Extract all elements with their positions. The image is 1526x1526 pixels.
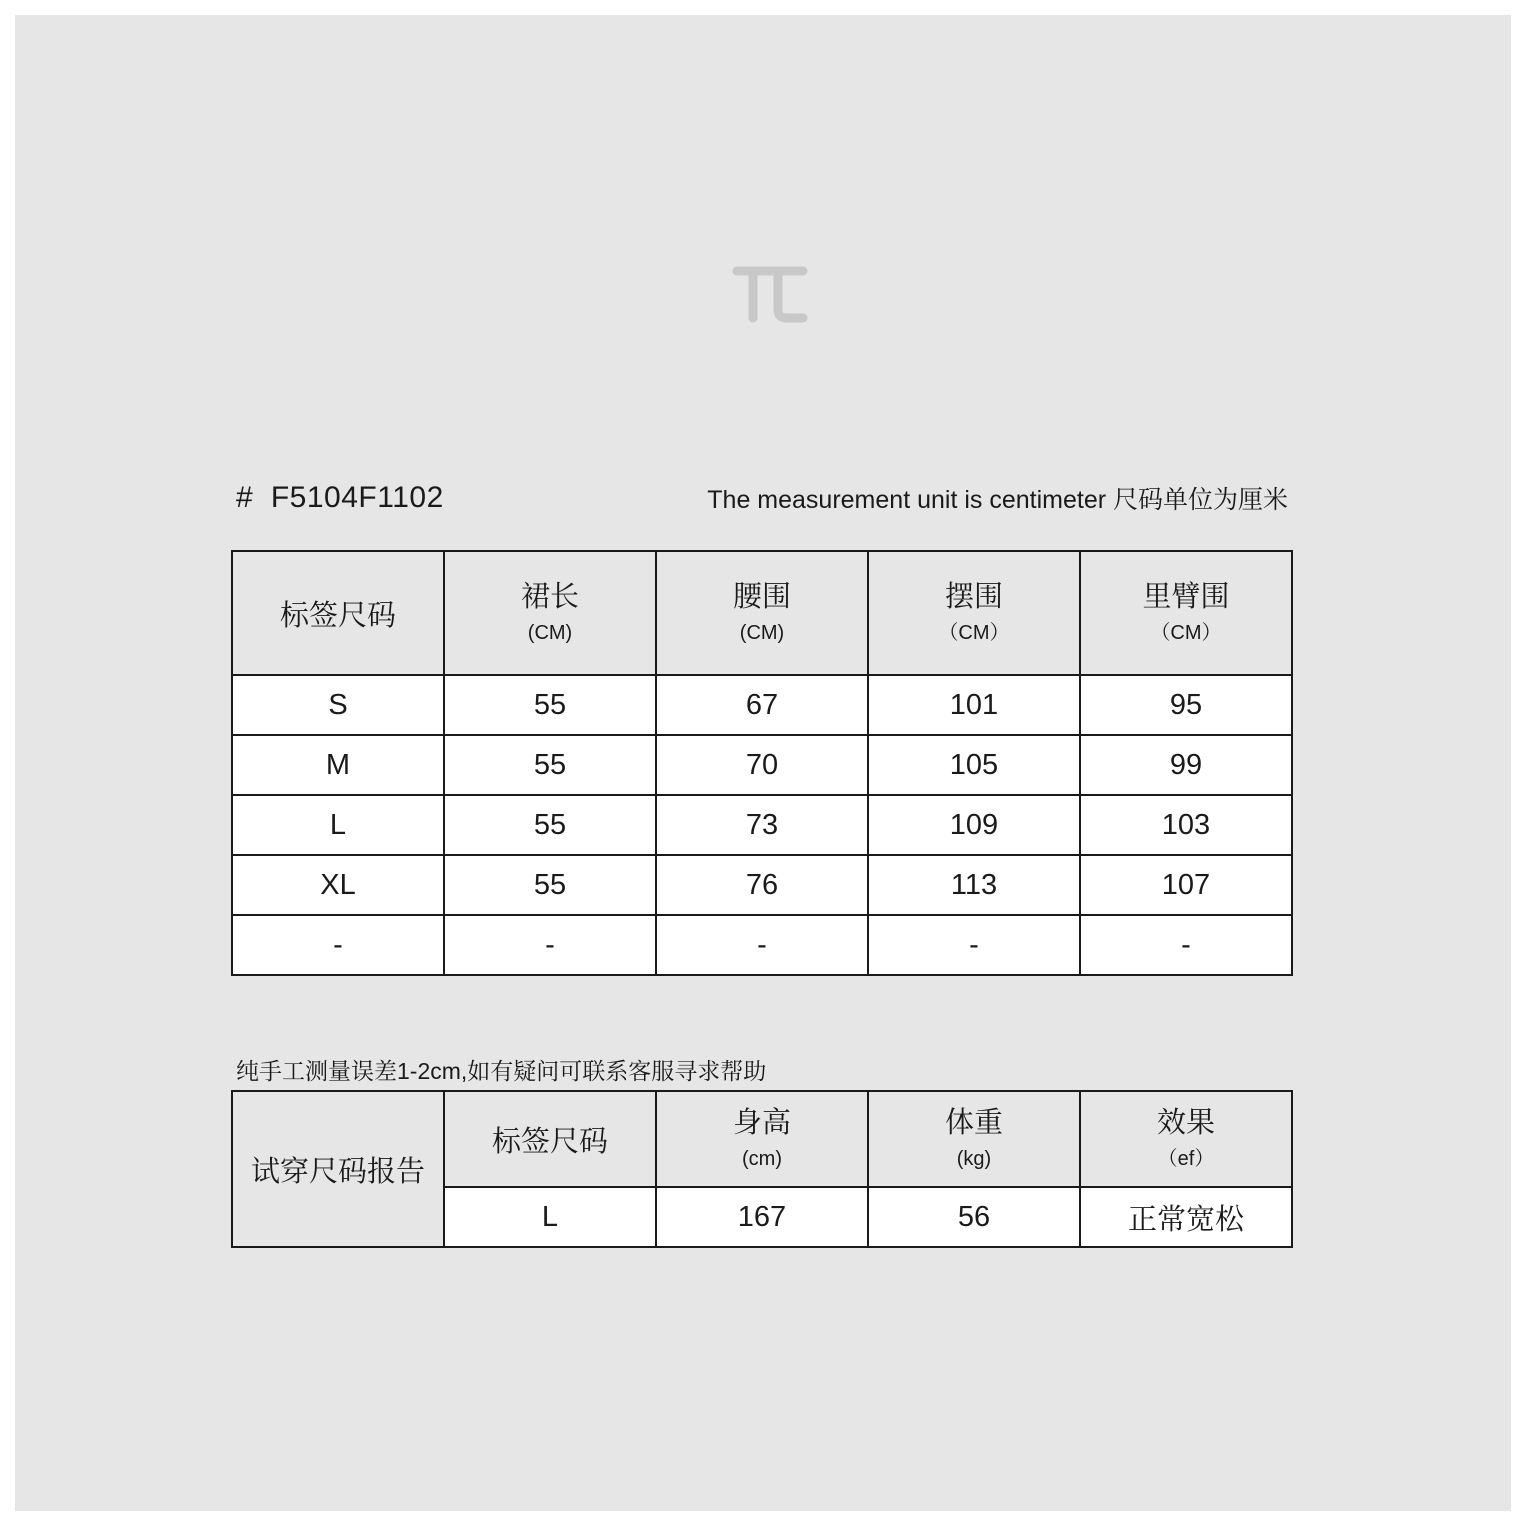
value-cell: 76 [656, 855, 868, 915]
size-cell: - [232, 915, 444, 975]
table-row [232, 795, 1292, 855]
value-cell: 103 [1080, 795, 1292, 855]
header-cell-effect [1080, 1091, 1292, 1187]
value-cell: 56 [868, 1187, 1080, 1247]
value-cell: 73 [656, 795, 868, 855]
pi-logo [731, 262, 811, 326]
header-unit: (CM) [739, 622, 785, 644]
value-cell: 70 [656, 735, 868, 795]
header-name: 效果 [1156, 1107, 1215, 1139]
header-row [236, 478, 1288, 518]
value-cell: 95 [1080, 675, 1292, 735]
header-name: 体重 [944, 1107, 1003, 1139]
size-cell: L [232, 795, 444, 855]
header-name: 腰围 [732, 581, 791, 613]
value-cell: - [444, 915, 656, 975]
value-cell: 109 [868, 795, 1080, 855]
size-cell: M [232, 735, 444, 795]
header-unit: (kg) [956, 1148, 992, 1170]
value-cell: 107 [1080, 855, 1292, 915]
fit-report-header-row [232, 1091, 1292, 1187]
header-name: 身高 [732, 1107, 791, 1139]
header-name: 裙长 [520, 581, 579, 613]
size-cell: S [232, 675, 444, 735]
size-chart-table [231, 550, 1293, 976]
header-cell-skirt-length [444, 551, 656, 675]
header-unit: (cm) [742, 1148, 782, 1170]
header-unit: (CM) [527, 622, 573, 644]
header-label: 标签尺码 [491, 1125, 608, 1158]
table-row [232, 675, 1292, 735]
table-row [232, 915, 1292, 975]
header-unit: （CM） [938, 622, 1010, 644]
header-unit: （ef） [1157, 1148, 1215, 1170]
value-cell: 55 [444, 735, 656, 795]
header-cell-lining-arm [1080, 551, 1292, 675]
value-cell: 167 [656, 1187, 868, 1247]
header-cell-hem [868, 551, 1080, 675]
header-label: 标签尺码 [279, 599, 396, 632]
header-unit: （CM） [1150, 622, 1222, 644]
value-cell: - [656, 915, 868, 975]
value-cell: 99 [1080, 735, 1292, 795]
size-cell: L [444, 1187, 656, 1247]
header-name: 摆围 [944, 581, 1003, 613]
value-cell: 55 [444, 855, 656, 915]
header-cell-label-size [232, 551, 444, 675]
fit-report-title: 试穿尺码报告 [250, 1155, 425, 1188]
value-cell: 55 [444, 675, 656, 735]
table-row [232, 735, 1292, 795]
value-cell: 55 [444, 795, 656, 855]
table-row [232, 855, 1292, 915]
header-cell-label-size [444, 1091, 656, 1187]
value-cell: 67 [656, 675, 868, 735]
header-cell-waist [656, 551, 868, 675]
size-chart-header-row [232, 551, 1292, 675]
header-name: 里臂围 [1142, 581, 1230, 613]
value-cell: - [1080, 915, 1292, 975]
value-cell: 105 [868, 735, 1080, 795]
fit-report-table [231, 1090, 1293, 1248]
value-cell: 101 [868, 675, 1080, 735]
size-cell: XL [232, 855, 444, 915]
fit-report-title-cell [232, 1091, 444, 1247]
measurement-unit-note: The measurement unit is centimeter 尺码单位为厘米 [707, 486, 1288, 514]
product-code: # F5104F1102 [236, 481, 444, 514]
header-cell-weight [868, 1091, 1080, 1187]
header-cell-height [656, 1091, 868, 1187]
measurement-error-note: 纯手工测量误差1-2cm,如有疑问可联系客服寻求帮助 [236, 1058, 767, 1084]
value-cell: - [868, 915, 1080, 975]
value-cell: 113 [868, 855, 1080, 915]
value-cell: 正常宽松 [1080, 1187, 1292, 1247]
